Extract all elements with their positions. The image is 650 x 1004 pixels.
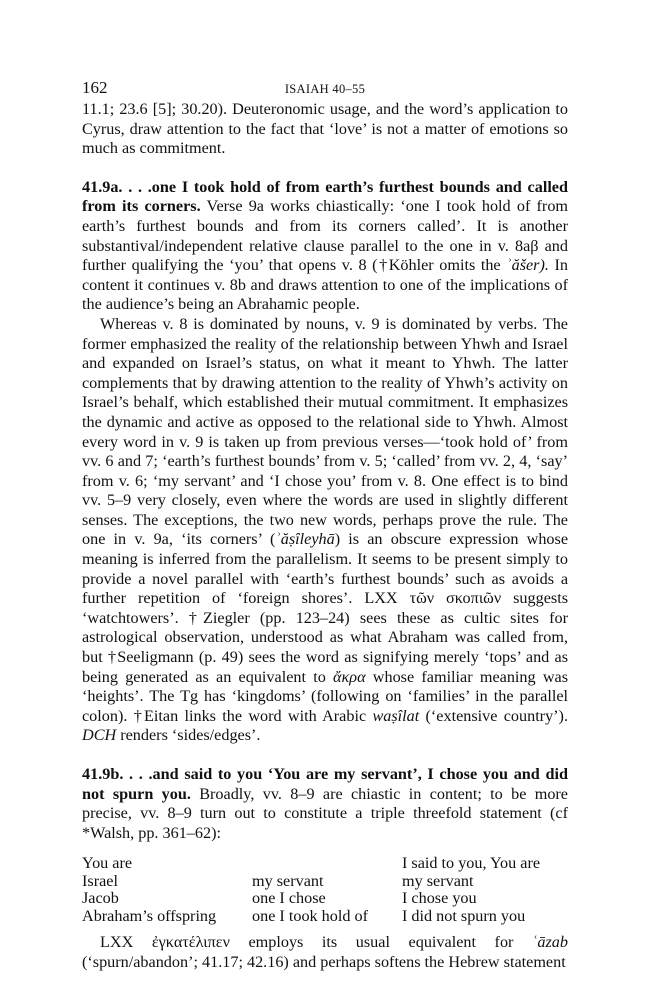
table-row: Abraham’s offspring one I took hold of I did not spurn you	[82, 906, 526, 925]
book-page	[82, 74, 568, 973]
table-row: Israel my servant my servant	[82, 871, 474, 890]
chiasm-table	[82, 855, 568, 925]
commentary-paragraph: Whereas v. 8 is dominated by nouns, v. 9 is dominated by verbs. The former emphasized the reality of the relationship between Yhwh and Israel and expanded on Israel’s status, on what it meant to Yhwh. The latter complements that by drawing attention to the reality of Yhwh’s activity on Israel’s behalf, which established their mutual commitment. It emphasizes the dynamic and active as opposed to the relational side to Yhwh. Almost every word in v. 9 is taken up from previous verses—‘took hold of’ from vv. 6 and 7; ‘earth’s furthest bounds’ from v. 5; ‘called’ from vv. 2, 4, ‘say’ from v. 6; ‘my servant’ and ‘I chose you’ from v. 8. One effect is to bind vv. 5–9 very closely, even where the words are used in slightly different senses. The exceptions, the two new words, perhaps prove the rule. The one in v. 9a, ‘its corners’ (ʾăṣîleyhā) is an obscure expression whose meaning is inferred from the parallelism. It seems to be present simply to provide a novel parallel with ‘earth’s furthest bounds’ such as avoids a further repetition of ‘foreign shores’. LXX τῶν σκοπιῶν suggests ‘watchtowers’. †Ziegler (pp. 123–24) sees these as cultic sites for astrological observation, understood as what Abraham was called from, but †Seeligmann (p. 49) sees the word as signifying merely ‘tops’ and as being generated as an equivalent to ἄκρα whose familiar meaning was ‘heights’. The Tg has ‘kingdoms’ (following on ‘families’ in the parallel colon). †Eitan links the word with Arabic waṣîlat (‘extensive country’). DCH renders ‘sides/edges’.	[82, 314, 569, 745]
lemma-heading: 41.9b. . . .and said to you ‘You are my servant’, I chose you and did not spurn you.	[82, 765, 568, 803]
lemma-heading: 41.9a. . . .one I took hold of from earth’s furthest bounds and called from its corners.	[82, 177, 568, 216]
continued-paragraph: 11.1; 23.6 [5]; 30.20). Deuteronomic usage, and the word’s application to Cyrus, draw attention to the fact that ‘love’ is not a matter of emotions so much as commitment.	[82, 100, 568, 158]
page-header	[82, 74, 568, 100]
table-row: You are I said to you, You are	[82, 854, 541, 873]
page-number: 162	[82, 78, 108, 97]
note-41-9b: 41.9b. . . .and said to you ‘You are my servant’, I chose you and did not spurn you. Broadly, vv. 8–9 are chiastic in content; to be more precise, vv. 8–9 turn out to constitute a triple threefold statement (cf *Walsh, pp. 361–62):	[82, 765, 568, 842]
table-row: Jacob one I chose I chose you	[82, 889, 477, 908]
final-paragraph: LXX ἐγκατέλιπεν employs its usual equivalent for ʿāzab (‘spurn/abandon’; 41.17; 42.16) and perhaps softens the Hebrew statement	[82, 933, 568, 971]
note-41-9a: 41.9a. . . .one I took hold of from earth’s furthest bounds and called from its corners. Verse 9a works chiastically: ‘one I took hold of from earth’s furthest bounds and from its corners called’. It is another substantival/independent relative clause parallel to the one in v. 8aβ and further qualifying the ‘you’ that opens v. 8 (†Köhler omits the ʾăšer). In content it continues v. 8b and draws attention to one of the implications of the audience’s being an Abrahamic people.	[82, 177, 569, 314]
running-title: ISAIAH 40–55	[284, 82, 366, 96]
